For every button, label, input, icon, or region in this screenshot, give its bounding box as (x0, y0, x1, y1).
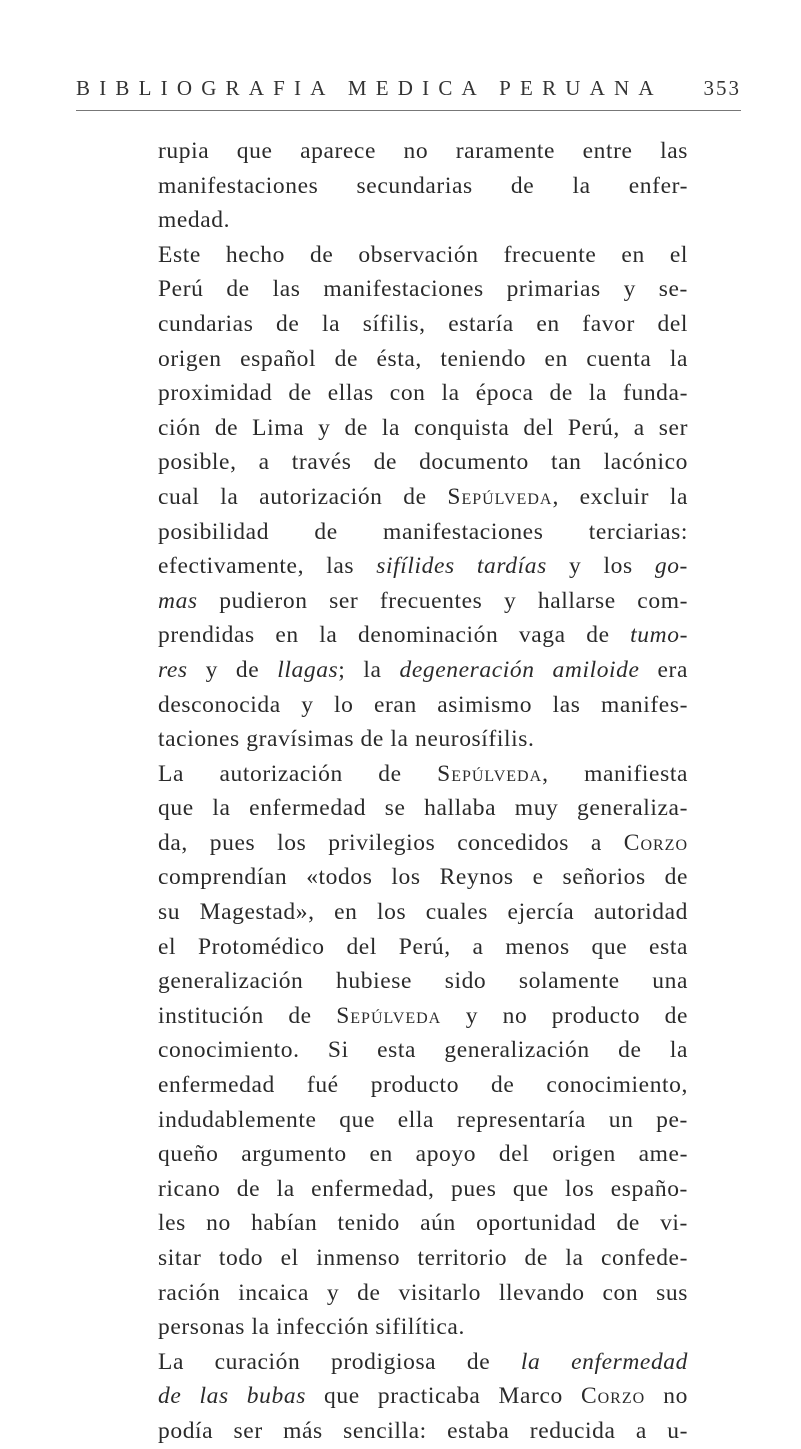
text-run: el Protomédico del Perú, a menos que esta (158, 933, 688, 960)
text-line (158, 1379, 688, 1414)
text-run: ; la (338, 656, 400, 683)
text-line (158, 1276, 688, 1311)
text-run: y de (187, 656, 278, 683)
text-run: rupia que aparece no raramente entre las (158, 138, 688, 164)
text-run: podía ser más sencilla: estaba reducida a u- (158, 1417, 688, 1444)
italic-term: sifílides tardías (376, 553, 547, 580)
small-caps-name: Corzo (580, 1383, 646, 1410)
text-line (158, 203, 688, 238)
text-line (158, 549, 688, 584)
text-run: posible, a través de documento tan lacónico (158, 449, 688, 476)
text-line (158, 342, 688, 377)
small-caps-name: Corzo (623, 829, 688, 856)
text-run: La autorización de (158, 760, 438, 787)
text-run: prendidas en la denominación vaga de (158, 622, 631, 649)
text-run: no (645, 1383, 688, 1410)
text-line (158, 895, 688, 930)
text-run: comprendían «todos los Reynos e señorios de (158, 864, 688, 891)
text-run: ración incaica y de visitarlo llevando con sus (158, 1279, 688, 1306)
small-caps-name: Sepúlveda (437, 760, 543, 787)
text-line (158, 480, 688, 515)
text-run: indudablemente que ella representaría un pe- (158, 1106, 688, 1133)
italic-term: llagas (277, 656, 339, 683)
text-line (158, 272, 688, 307)
text-run: que practicaba Marco (305, 1383, 581, 1410)
text-run: cundarias de la sífilis, estaría en favor del (158, 310, 688, 337)
text-run: les no habían tenido aún oportunidad de vi- (158, 1210, 688, 1237)
text-line (158, 1414, 688, 1449)
text-run: y no producto de (441, 1002, 688, 1029)
italic-term: la enfermedad (520, 1348, 688, 1375)
text-line (158, 1033, 688, 1068)
text-line (158, 999, 688, 1034)
italic-term: mas (158, 587, 198, 614)
text-run: medad. (158, 207, 231, 234)
italic-term: res (158, 656, 188, 683)
italic-term: de las bubas (158, 1383, 306, 1410)
text-run: proximidad de ellas con la época de la funda- (158, 380, 688, 407)
text-line (158, 134, 688, 169)
text-line (158, 653, 688, 688)
text-line (158, 515, 688, 550)
text-run: queño argumento en apoyo del origen ame- (158, 1141, 688, 1168)
text-run: Perú de las manifestaciones primarias y se- (158, 276, 688, 303)
text-run: ción de Lima y de la conquista del Perú, a ser (158, 414, 688, 441)
text-run: efectivamente, las (158, 553, 377, 580)
text-run: y los (546, 553, 655, 580)
text-run: institución de (158, 1002, 337, 1029)
text-line (158, 584, 688, 619)
text-run: enfermedad fué producto de conocimiento, (158, 1072, 688, 1099)
text-run: personas la infección sifilítica. (158, 1314, 465, 1341)
text-run: manifestaciones secundarias de la enfer- (158, 172, 688, 199)
text-run: desconocida y lo eran asimismo las manifes- (158, 691, 688, 718)
text-line (158, 722, 688, 757)
small-caps-name: Sepúlveda (336, 1002, 442, 1029)
page-number: 353 (703, 76, 741, 100)
small-caps-name: Sepúlveda (447, 483, 553, 510)
text-run: generalización hubiese sido solamente una (158, 968, 688, 995)
header-rule (76, 110, 741, 111)
text-run: da, pues los privilegios concedidos a (158, 829, 624, 856)
text-line (158, 791, 688, 826)
text-line (158, 826, 688, 861)
text-run: conocimiento. Si esta generalización de la (158, 1037, 688, 1064)
text-run: cual la autorización de (158, 483, 448, 510)
text-line (158, 376, 688, 411)
italic-term: tumo- (630, 622, 688, 649)
text-run: , manifiesta (542, 760, 688, 787)
text-line (158, 688, 688, 723)
running-title: BIBLIOGRAFIA MEDICA PERUANA (76, 76, 663, 100)
running-head (76, 76, 741, 112)
text-run: origen español de ésta, teniendo en cuenta la (158, 345, 688, 372)
text-run: sitar todo el inmenso territorio de la confede- (158, 1245, 688, 1271)
text-line (158, 445, 688, 480)
italic-term: degeneración amiloide (399, 656, 640, 683)
italic-term: go- (654, 553, 688, 580)
text-line (158, 930, 688, 965)
text-line (158, 1241, 688, 1276)
text-run: ricano de la enfermedad, pues que los españo- (158, 1175, 688, 1202)
text-line (158, 1137, 688, 1172)
text-run: Este hecho de observación frecuente en el (158, 241, 688, 268)
text-run: , excluir la (552, 483, 688, 510)
text-run: posibilidad de manifestaciones terciarias: (158, 518, 688, 545)
text-run: pudieron ser frecuentes y hallarse com- (197, 587, 688, 614)
text-line (158, 1068, 688, 1103)
text-line (158, 1172, 688, 1207)
text-line (158, 1206, 688, 1241)
text-line (158, 1310, 688, 1345)
text-line (158, 757, 688, 792)
text-line (158, 1103, 688, 1138)
text-line (158, 618, 688, 653)
text-line (158, 169, 688, 204)
text-line (158, 238, 688, 273)
text-run: era (639, 656, 688, 683)
text-line (158, 411, 688, 446)
body-text (158, 134, 688, 1449)
text-run: que la enfermedad se hallaba muy generaliza- (158, 795, 688, 822)
text-line (158, 307, 688, 342)
text-line (158, 860, 688, 895)
text-run: La curación prodigiosa de (158, 1348, 521, 1375)
text-line (158, 964, 688, 999)
text-run: taciones gravísimas de la neurosífilis. (158, 726, 535, 753)
text-run: su Magestad», en los cuales ejercía autoridad (158, 899, 688, 926)
text-line (158, 1345, 688, 1380)
